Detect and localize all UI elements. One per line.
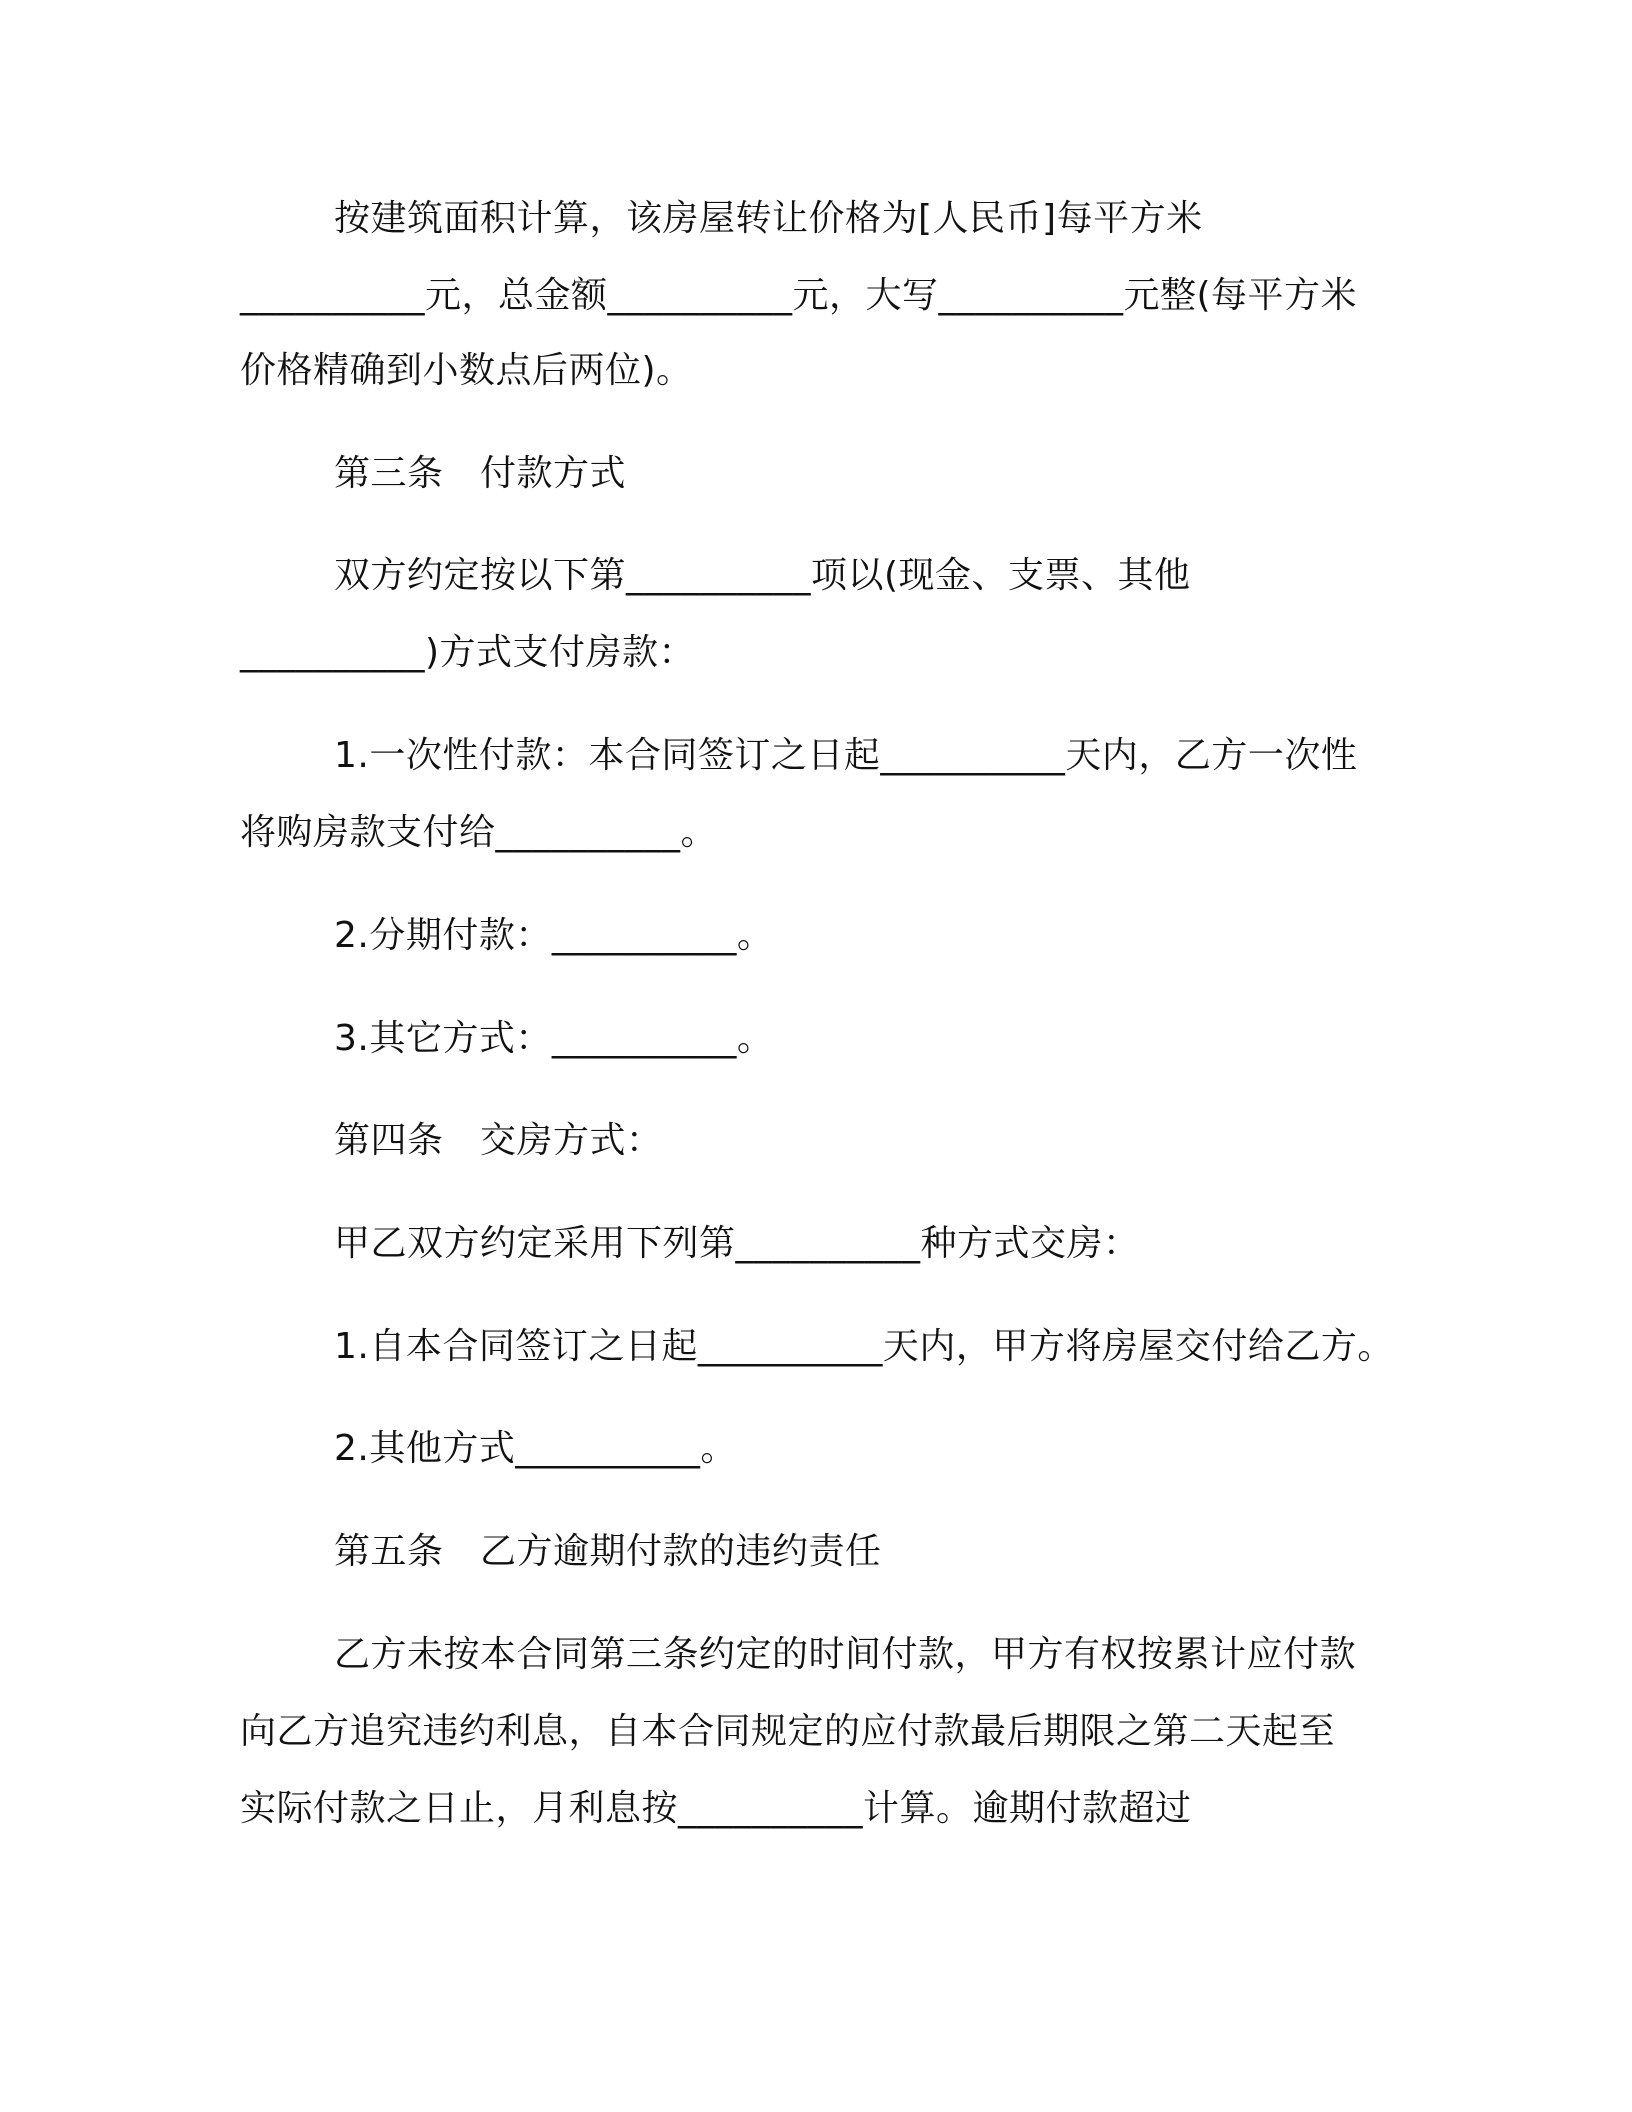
payment-method-line-1: 双方约定按以下第__________项以(现金、支票、其他 <box>334 555 1191 596</box>
delivery-method-line: 甲乙双方约定采用下列第__________种方式交房： <box>334 1223 1140 1264</box>
lump-sum-payment-line-1: 1.一次性付款：本合同签订之日起__________天内，乙方一次性 <box>334 735 1358 776</box>
article-4-heading: 第四条 交房方式： <box>334 1120 663 1161</box>
price-paragraph-line-3: 价格精确到小数点后两位)。 <box>240 350 693 391</box>
other-payment-line: 3.其它方式：__________。 <box>334 1018 774 1059</box>
price-paragraph-line-2: __________元，总金额__________元，大写__________元整(每平方米 <box>240 275 1358 316</box>
payment-method-line-2: __________)方式支付房款： <box>240 632 696 673</box>
price-paragraph-line-1: 按建筑面积计算，该房屋转让价格为[人民币]每平方米 <box>334 198 1203 239</box>
breach-paragraph-line-3: 实际付款之日止，月利息按__________计算。逾期付款超过 <box>240 1788 1192 1829</box>
breach-paragraph-line-1: 乙方未按本合同第三条约定的时间付款，甲方有权按累计应付款 <box>334 1634 1357 1675</box>
lump-sum-payment-line-2: 将购房款支付给__________。 <box>240 812 718 853</box>
breach-paragraph-line-2: 向乙方追究违约利息，自本合同规定的应付款最后期限之第二天起至 <box>240 1711 1336 1752</box>
article-3-heading: 第三条 付款方式 <box>334 453 627 494</box>
delivery-option-1-line: 1.自本合同签订之日起__________天内，甲方将房屋交付给乙方。 <box>334 1326 1394 1367</box>
installment-payment-line: 2.分期付款：__________。 <box>334 915 774 956</box>
delivery-option-2-line: 2.其他方式__________。 <box>334 1428 737 1469</box>
article-5-heading: 第五条 乙方逾期付款的违约责任 <box>334 1531 882 1572</box>
